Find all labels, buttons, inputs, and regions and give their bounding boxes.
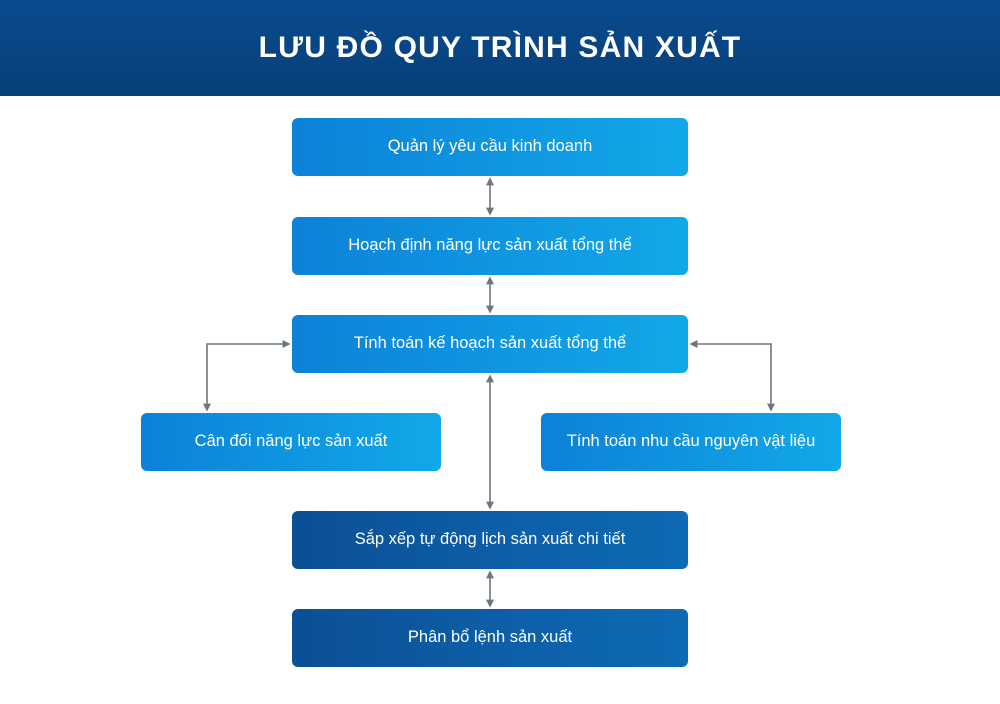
node-auto-detailed-scheduling[interactable]: Sắp xếp tự động lịch sản xuất chi tiết [292,511,688,569]
node-production-order-allocation[interactable]: Phân bổ lệnh sản xuất [292,609,688,667]
arrow-n3-n4 [207,344,289,410]
node-business-requirement-management[interactable]: Quản lý yêu cầu kinh doanh [292,118,688,176]
node-capacity-balancing[interactable]: Cân đối năng lực sản xuất [141,413,441,471]
node-material-requirement-calculation[interactable]: Tính toán nhu cầu nguyên vật liệu [541,413,841,471]
node-master-production-plan-calculation[interactable]: Tính toán kế hoạch sản xuất tổng thể [292,315,688,373]
page-header-banner [0,0,1000,96]
node-rough-cut-capacity-planning[interactable]: Hoạch định năng lực sản xuất tổng thể [292,217,688,275]
page-title: LƯU ĐỒ QUY TRÌNH SẢN XUẤT [258,31,742,64]
arrow-n3-n5 [691,344,771,410]
